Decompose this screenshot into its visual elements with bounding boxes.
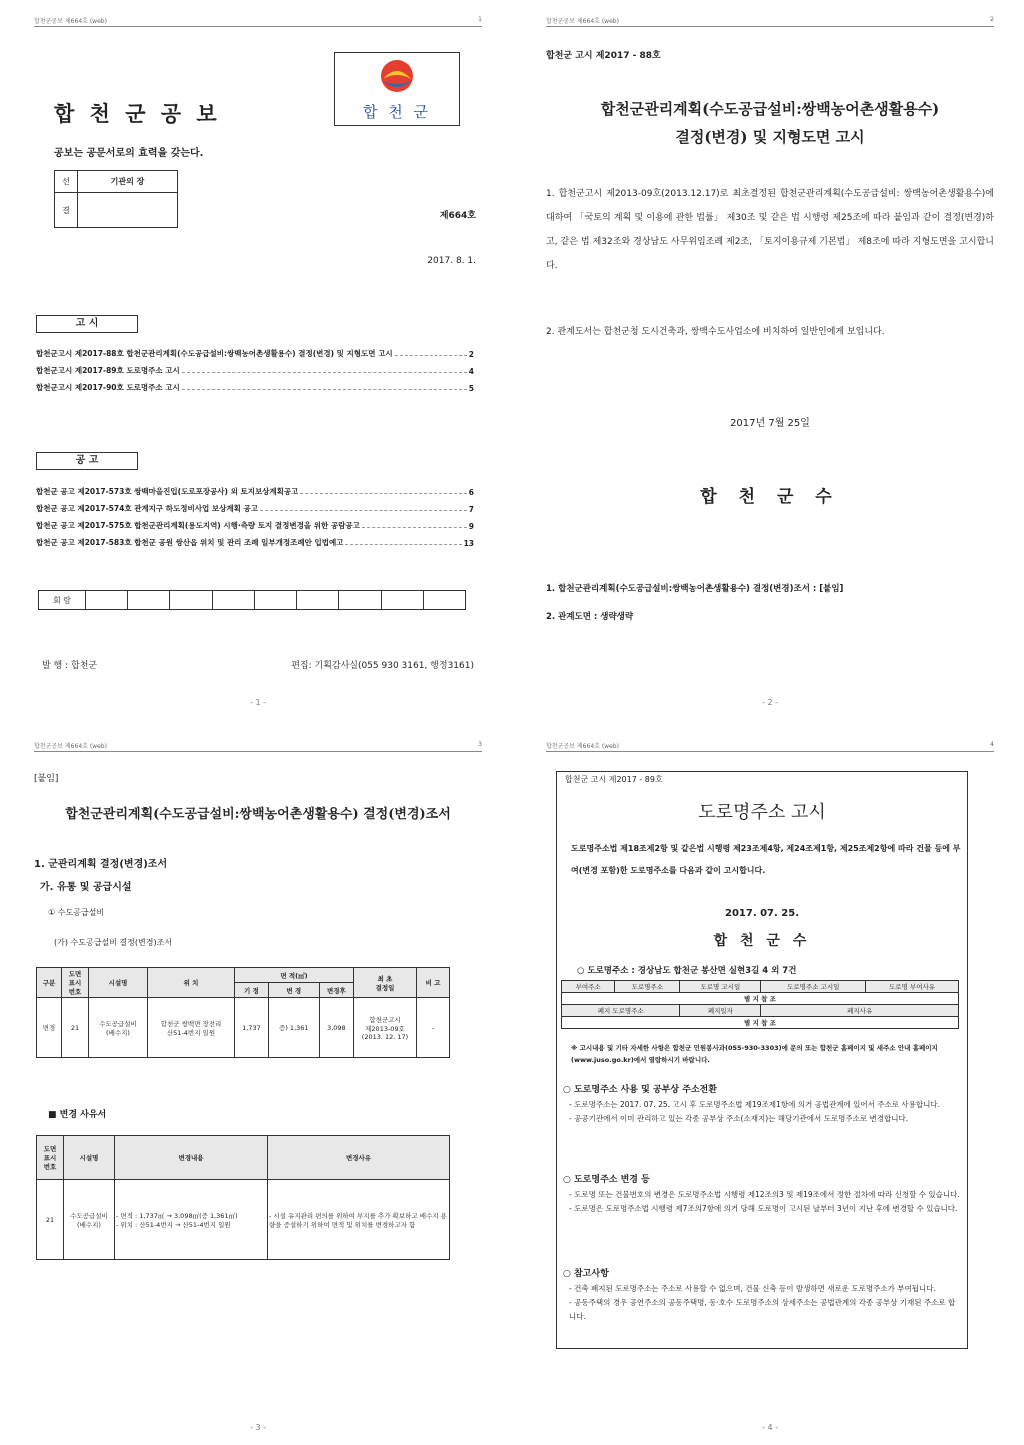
page-number: - 3 - (250, 1423, 266, 1432)
address-notice-box (556, 771, 968, 1349)
notice-title-line2: 결정(변경) 및 지형도면 고시 (675, 128, 865, 146)
header-right: 2 (990, 16, 994, 23)
toc-entry-text: 합천군 공고 제2017-574호 관계지구 하도정비사업 보상계획 공고 (36, 504, 258, 513)
section-3-items (569, 1282, 961, 1324)
table-cell: 합천군고시 제2013-09호 (2013. 12. 17) (354, 998, 417, 1058)
col-header: 도면 표시 번호 (37, 1136, 64, 1180)
notice-number: 합천군 고시 제2017 - 88호 (546, 51, 661, 61)
toc-announcements (36, 480, 474, 548)
notice-date: 2017년 7월 25일 (730, 418, 810, 429)
sub-header: 기 정 (235, 983, 269, 998)
page-header (34, 14, 482, 27)
section-1-title: ○ 도로명주소 사용 및 공부상 주소전환 (563, 1085, 717, 1095)
circulation-table (38, 590, 466, 610)
schedule-title: 합천군관리계획(수도공급설비:쌍백농어촌생활용수) 결정(변경)조서 (65, 807, 451, 822)
list-item: - 공공기관에서 이미 관리하고 있는 각종 공부상 주소(소재지)는 해당기관에서 도로명주소로 변경합니다. (569, 1114, 909, 1123)
table-cell: - 시설 유지관리 편의를 위하여 부지를 추가 확보하고 배수지 용량을 증설하기 위하여 면적 및 위치를 변경하고자 함 (268, 1180, 450, 1260)
col-header: 면 적(㎡) (235, 968, 354, 983)
table-cell: 1,737 (235, 998, 269, 1058)
toc-entry-page: 13 (463, 539, 474, 548)
header-left: 합천군공보 제664호 (web) (546, 18, 619, 25)
header-right: 4 (990, 741, 994, 748)
col-header: 도로명 부여사유 (866, 981, 959, 993)
header-right: 3 (478, 741, 482, 748)
table-cell: 증) 1,361 (268, 998, 319, 1058)
page-1 (34, 10, 482, 710)
header-left: 합천군공보 제664호 (web) (34, 743, 107, 750)
table-cell: 수도공급설비 (배수지) (64, 1180, 115, 1260)
toc-entry-text: 합천군고시 제2017-89호 도로명주소 고시 (36, 366, 180, 375)
notice-item-2: 2. 관계도서는 합천군청 도시건축과, 쌍백수도사업소에 비치하여 일반인에게 보입니다. (546, 327, 885, 337)
table-cell: - 면적 : 1,737㎡ → 3,098㎡(증 1,361㎡) - 위치 : 산51-4번지 → 산51-4번지 일원 (115, 1180, 268, 1260)
section-1-items (569, 1098, 961, 1126)
heading-3: ① 수도공급설비 (48, 908, 105, 917)
toc-entry-text: 합천군 공고 제2017-583호 합천군 공원 쌍산읍 위치 및 관리 조례 일부개정조례안 입법예고 (36, 538, 344, 547)
table-cell: 별 지 참 조 (562, 1017, 959, 1029)
col-header: 도면 표시 번호 (62, 968, 89, 998)
col-header: 폐지 도로명주소 (562, 1005, 680, 1017)
header-left: 합천군공보 제664호 (web) (546, 743, 619, 750)
address-table (561, 980, 959, 1029)
list-item: - 건축 폐지된 도로명주소는 주소로 사용할 수 없으며, 건물 신축 등이 발생하면 새로운 도로명주소가 부여됩니다. (569, 1284, 936, 1293)
issue-date: 2017. 8. 1. (427, 256, 476, 266)
col-header: 변경내용 (115, 1136, 268, 1180)
col-header: 시설명 (64, 1136, 115, 1180)
page-number: - 1 - (250, 698, 266, 707)
col-header: 변경사유 (268, 1136, 450, 1180)
toc-entry-page: 9 (468, 522, 474, 531)
table-cell: 3,098 (319, 998, 353, 1058)
table-cell: 별 지 참 조 (562, 993, 959, 1005)
toc-row[interactable] (36, 514, 474, 531)
header-left: 합천군공보 제664호 (web) (34, 18, 107, 25)
toc-row[interactable] (36, 531, 474, 548)
col-header: 최 초 결정일 (354, 968, 417, 998)
table-cell: 변경 (37, 998, 62, 1058)
col-header: 비 고 (417, 968, 450, 998)
notice-title-line1: 합천군관리계획(수도공급설비:쌍백농어촌생활용수) (600, 100, 940, 118)
notice-item-1: 1. 합천군고시 제2013-09호(2013.12.17)로 최초결정된 합천군관리계획(수도공급설비: 쌍백농어촌생활용수)에 대하여 「국토의 계획 및 이용에 관한 법률」 제30조 및 같은 법 시행령 제25조에 따라 붙임과 같이 결정(변경)하고, 같은 법 제32조와 경상남도 사무위임조례 제2조, 「토지이용규제 기본법」 제8조에 따라 지형도면을 고시합니다. (546, 189, 994, 271)
toc-entry-page: 4 (468, 367, 474, 376)
heading-2: 가. 유통 및 공급시설 (40, 882, 132, 893)
attach-tag: [붙임] (34, 774, 59, 784)
heading-1: 1. 군관리계획 결정(변경)조서 (34, 859, 168, 870)
gazette-subtitle: 공보는 공문서로의 효력을 갖는다. (54, 148, 204, 159)
toc-entry-page: 2 (468, 350, 474, 359)
col-header: 부여주소 (562, 981, 615, 993)
header-right: 1 (478, 16, 482, 23)
section-2-items (569, 1188, 961, 1216)
col-header: 폐지사유 (761, 1005, 959, 1017)
page-number: - 4 - (762, 1423, 778, 1432)
toc-entry-page: 5 (468, 384, 474, 393)
notice-note: ※ 고시내용 및 기타 자세한 사항은 합천군 민원봉사과(055-930-3303)에 문의 또는 합천군 홈페이지 및 새주소 안내 홈페이지(www.juso.go.kr)에서 열람하시기 바랍니다. (571, 1044, 938, 1064)
editor: 편집: 기획감사실(055 930 3161, 행정3161) (291, 661, 474, 671)
attachment-2: 2. 관계도면 : 생략생략 (546, 612, 634, 622)
notice-date: 2017. 07. 25. (724, 908, 800, 919)
toc-entry-text: 합천군고시 제2017-90호 도로명주소 고시 (36, 383, 180, 392)
toc-entry-page: 6 (468, 488, 474, 497)
toc-row[interactable] (36, 342, 474, 359)
col-header: 구분 (37, 968, 62, 998)
sub-header: 변 경 (268, 983, 319, 998)
notice-title: 도로명주소 고시 (698, 802, 826, 823)
page-header (546, 739, 994, 752)
list-item: - 도로명주소는 2017. 07. 25. 고시 후 도로명주소법 제19조제1항에 의거 공법관계에 있어서 주소로 사용합니다. (569, 1100, 941, 1109)
toc-entry-text: 합천군 공고 제2017-575호 합천군관리계획(용도지역) 시행·측량 토지 결정변경을 위한 공람공고 (36, 521, 360, 530)
page-header (34, 739, 482, 752)
circulation-label: 회 람 (39, 591, 86, 610)
list-item: - 도로명 또는 건물번호의 변경은 도로명주소법 시행령 제12조의3 및 제19조에서 정한 절차에 따라 신청할 수 있습니다. (569, 1190, 960, 1199)
table-cell: 합천군 쌍백면 장전리 산51-4번지 일원 (148, 998, 235, 1058)
county-emblem-icon (377, 57, 417, 95)
col-header: 도로명 고시일 (680, 981, 761, 993)
table-cell: 21 (62, 998, 89, 1058)
notice-signer: 합 천 군 수 (700, 487, 840, 507)
col-header: 도로명주소 고시일 (761, 981, 866, 993)
notice-number: 합천군 고시 제2017 - 89호 (565, 775, 663, 784)
notice-signer: 합 천 군 수 (713, 933, 811, 949)
toc-row[interactable] (36, 359, 474, 376)
reason-title: ■ 변경 사유서 (48, 1110, 107, 1120)
list-item: - 도로명은 도로명주소법 시행령 제7조의7항에 의거 당해 도로명이 고시된 날부터 3년이 지난 후에 변경할 수 있습니다. (569, 1204, 958, 1213)
section-announce-label: 공 고 (36, 452, 138, 470)
approval-seon: 선 (55, 171, 78, 193)
page-4 (546, 735, 994, 1435)
table-cell: - (417, 998, 450, 1058)
approval-gyeol: 결 (55, 193, 78, 228)
approval-box (54, 170, 178, 228)
table-cell: 수도공급설비 (배수지) (89, 998, 148, 1058)
toc-row[interactable] (36, 480, 474, 497)
toc-entry-text: 합천군 공고 제2017-573호 쌍백마을진입(도로포장공사) 외 토지보상계획공고 (36, 487, 299, 496)
approval-header: 기관의 장 (78, 171, 178, 193)
address-line: ○ 도로명주소 : 경상남도 합천군 봉산면 실현3길 4 외 7건 (577, 966, 797, 976)
table-cell: 21 (37, 1180, 64, 1260)
logo-text: 합 천 군 (362, 103, 431, 121)
section-2-title: ○ 도로명주소 변경 등 (563, 1175, 650, 1185)
heading-4: (가) 수도공급설비 결정(변경)조서 (54, 938, 173, 947)
col-header: 폐지일자 (680, 1005, 761, 1017)
col-header: 도로명주소 (615, 981, 680, 993)
col-header: 위 치 (148, 968, 235, 998)
toc-row[interactable] (36, 497, 474, 514)
page-3 (34, 735, 482, 1435)
attachment-1: 1. 합천군관리계획(수도공급설비:쌍백농어촌생활용수) 결정(변경)조서 : [붙임] (546, 584, 844, 594)
section-3-title: ○ 참고사항 (563, 1269, 609, 1279)
page-number: - 2 - (762, 698, 778, 707)
decision-table (36, 967, 450, 1058)
notice-body: 도로명주소법 제18조제2항 및 같은법 시행령 제23조제4항, 제24조제1항, 제25조제2항에 따라 건물 등에 부여(변경 포함)한 도로명주소를 다음과 같이 고시합니다. (571, 844, 961, 875)
toc-entry-page: 7 (468, 505, 474, 514)
page-header (546, 14, 994, 27)
list-item: - 공동주택의 경우 공연주소의 공동주택명, 동·호수 도로명주소의 상세주소는 공법관계의 각종 공부상 기재된 주소로 합니다. (569, 1298, 956, 1321)
gazette-title: 합 천 군 공 보 (54, 101, 221, 126)
sub-header: 변경후 (319, 983, 353, 998)
publisher: 발 행 : 합천군 (42, 661, 98, 671)
toc-entry-text: 합천군고시 제2017-88호 합천군관리계획(수도공급설비:쌍백농어촌생활용수) 결정(변경) 및 지형도면 고시 (36, 349, 393, 358)
col-header: 시설명 (89, 968, 148, 998)
page-2 (546, 10, 994, 710)
section-notice-label: 고 시 (36, 315, 138, 333)
county-logo (334, 52, 460, 126)
reason-table (36, 1135, 450, 1260)
issue-number: 제664호 (439, 211, 476, 221)
toc-notices (36, 342, 474, 393)
toc-row[interactable] (36, 376, 474, 393)
